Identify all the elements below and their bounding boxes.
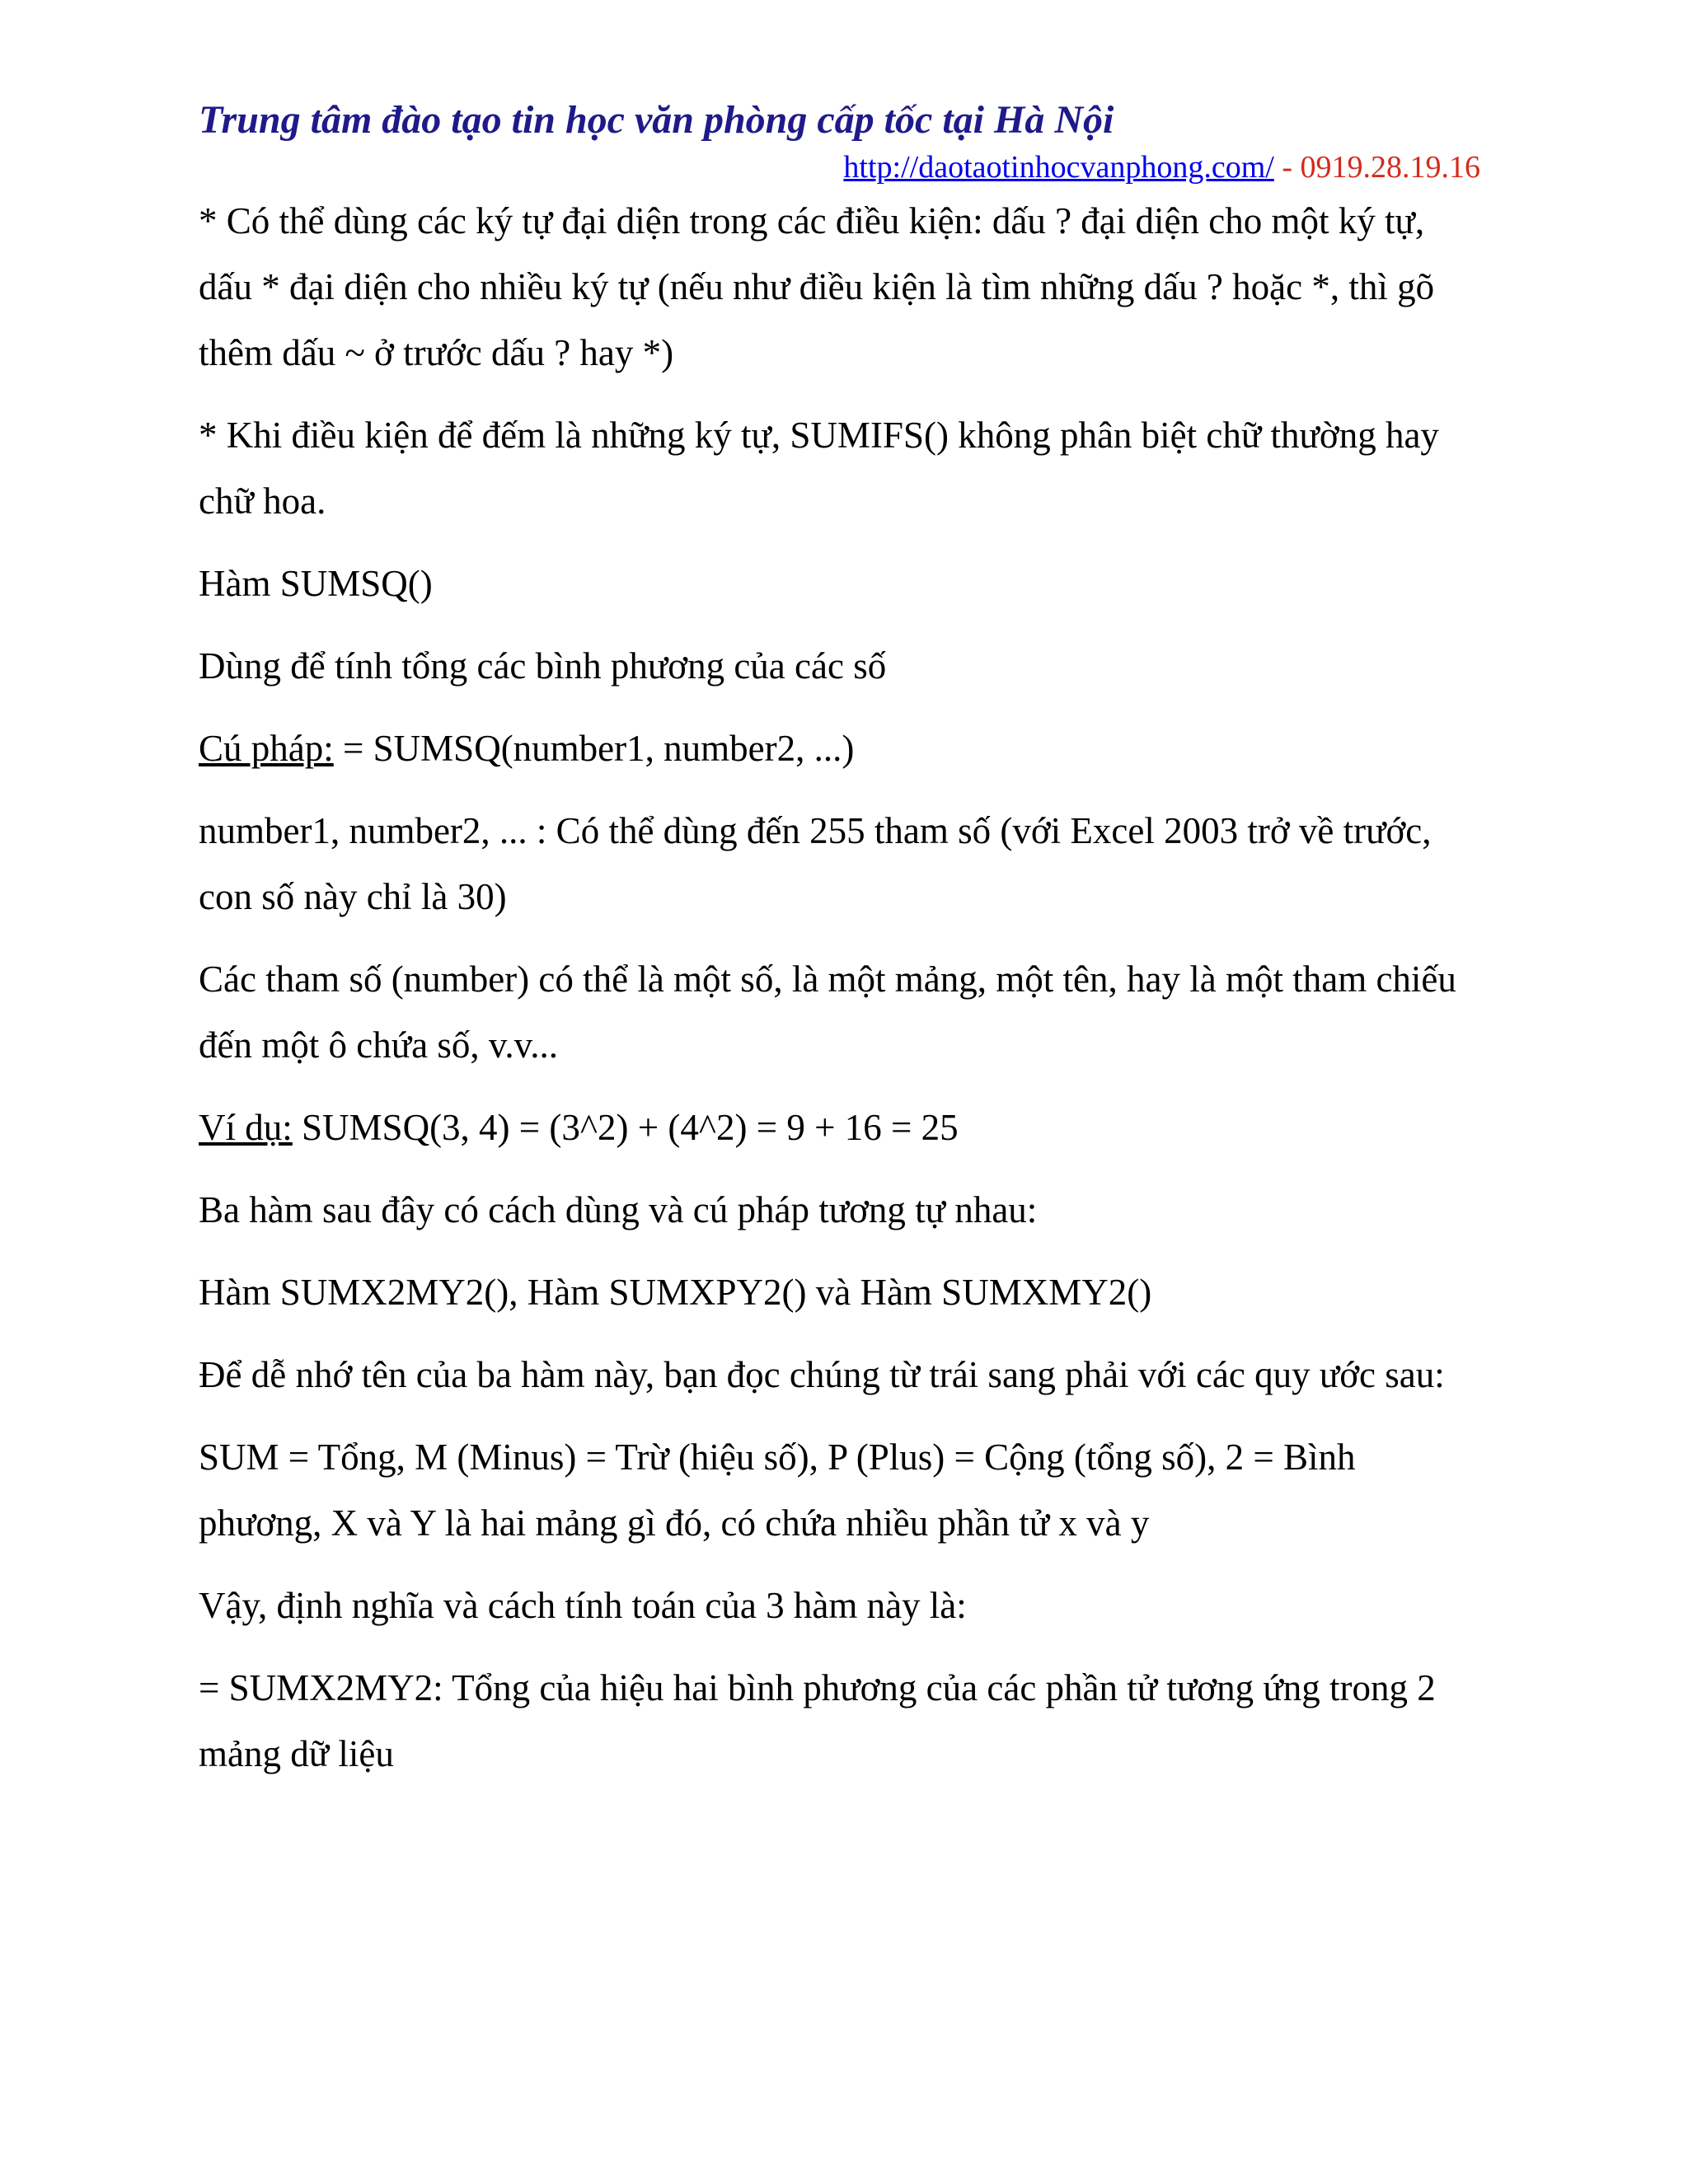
phone-number: 0919.28.19.16 xyxy=(1300,150,1480,185)
header-title: Trung tâm đào tạo tin học văn phòng cấp tốc tại Hà Nội xyxy=(199,98,1114,142)
paragraph-function-names: Hàm SUMX2MY2(), Hàm SUMXPY2() và Hàm SUMXMY2() xyxy=(199,1272,1152,1313)
paragraph-sumsq-purpose: Dùng để tính tổng các bình phương của các số xyxy=(199,645,887,687)
header-separator: - xyxy=(1273,150,1301,185)
paragraph-memorize: Để dễ nhớ tên của ba hàm này, bạn đọc chúng từ trái sang phải với các quy ước sau: xyxy=(199,1354,1445,1395)
paragraph-three-functions: Ba hàm sau đây có cách dùng và cú pháp tương tự nhau: xyxy=(199,1189,1038,1230)
heading-sumsq: Hàm SUMSQ() xyxy=(199,563,433,604)
paragraph-example xyxy=(199,1094,1484,1160)
syntax-text: = SUMSQ(number1, number2, ...) xyxy=(333,728,855,769)
paragraph-syntax xyxy=(199,715,1484,781)
paragraph-conventions: SUM = Tổng, M (Minus) = Trừ (hiệu số), P (Plus) = Cộng (tổng số), 2 = Bình phương, X và Y là hai mảng gì đó, có chứa nhiều phần tử x và y xyxy=(199,1436,1356,1544)
website-link[interactable]: http://daotaotinhocvanphong.com/ xyxy=(843,150,1274,185)
example-label: Ví dụ: xyxy=(199,1107,293,1148)
paragraph-argument-types: Các tham số (number) có thể là một số, là một mảng, một tên, hay là một tham chiếu đến một ô chứa số, v.v... xyxy=(199,958,1456,1066)
paragraph-case-insensitive: * Khi điều kiện để đếm là những ký tự, SUMIFS() không phân biệt chữ thường hay chữ hoa. xyxy=(199,415,1439,522)
document-body xyxy=(199,188,1484,1803)
paragraph-definitions-intro: Vậy, định nghĩa và cách tính toán của 3 hàm này là: xyxy=(199,1585,967,1626)
paragraph-arguments: number1, number2, ... : Có thể dùng đến 255 tham số (với Excel 2003 trở về trước, con số này chỉ là 30) xyxy=(199,810,1432,917)
paragraph-sumx2my2: = SUMX2MY2: Tổng của hiệu hai bình phương của các phần tử tương ứng trong 2 mảng dữ liệu xyxy=(199,1667,1436,1774)
paragraph-wildcards: * Có thể dùng các ký tự đại diện trong các điều kiện: dấu ? đại diện cho một ký tự, dấu * đại diện cho nhiều ký tự (nếu như điều kiện là tìm những dấu ? hoặc *, thì gõ thêm dấu ~ ở trước dấu ? hay *) xyxy=(199,200,1435,373)
header-contact xyxy=(843,148,1480,186)
example-text: SUMSQ(3, 4) = (3^2) + (4^2) = 9 + 16 = 25 xyxy=(292,1107,959,1148)
syntax-label: Cú pháp: xyxy=(199,728,334,769)
